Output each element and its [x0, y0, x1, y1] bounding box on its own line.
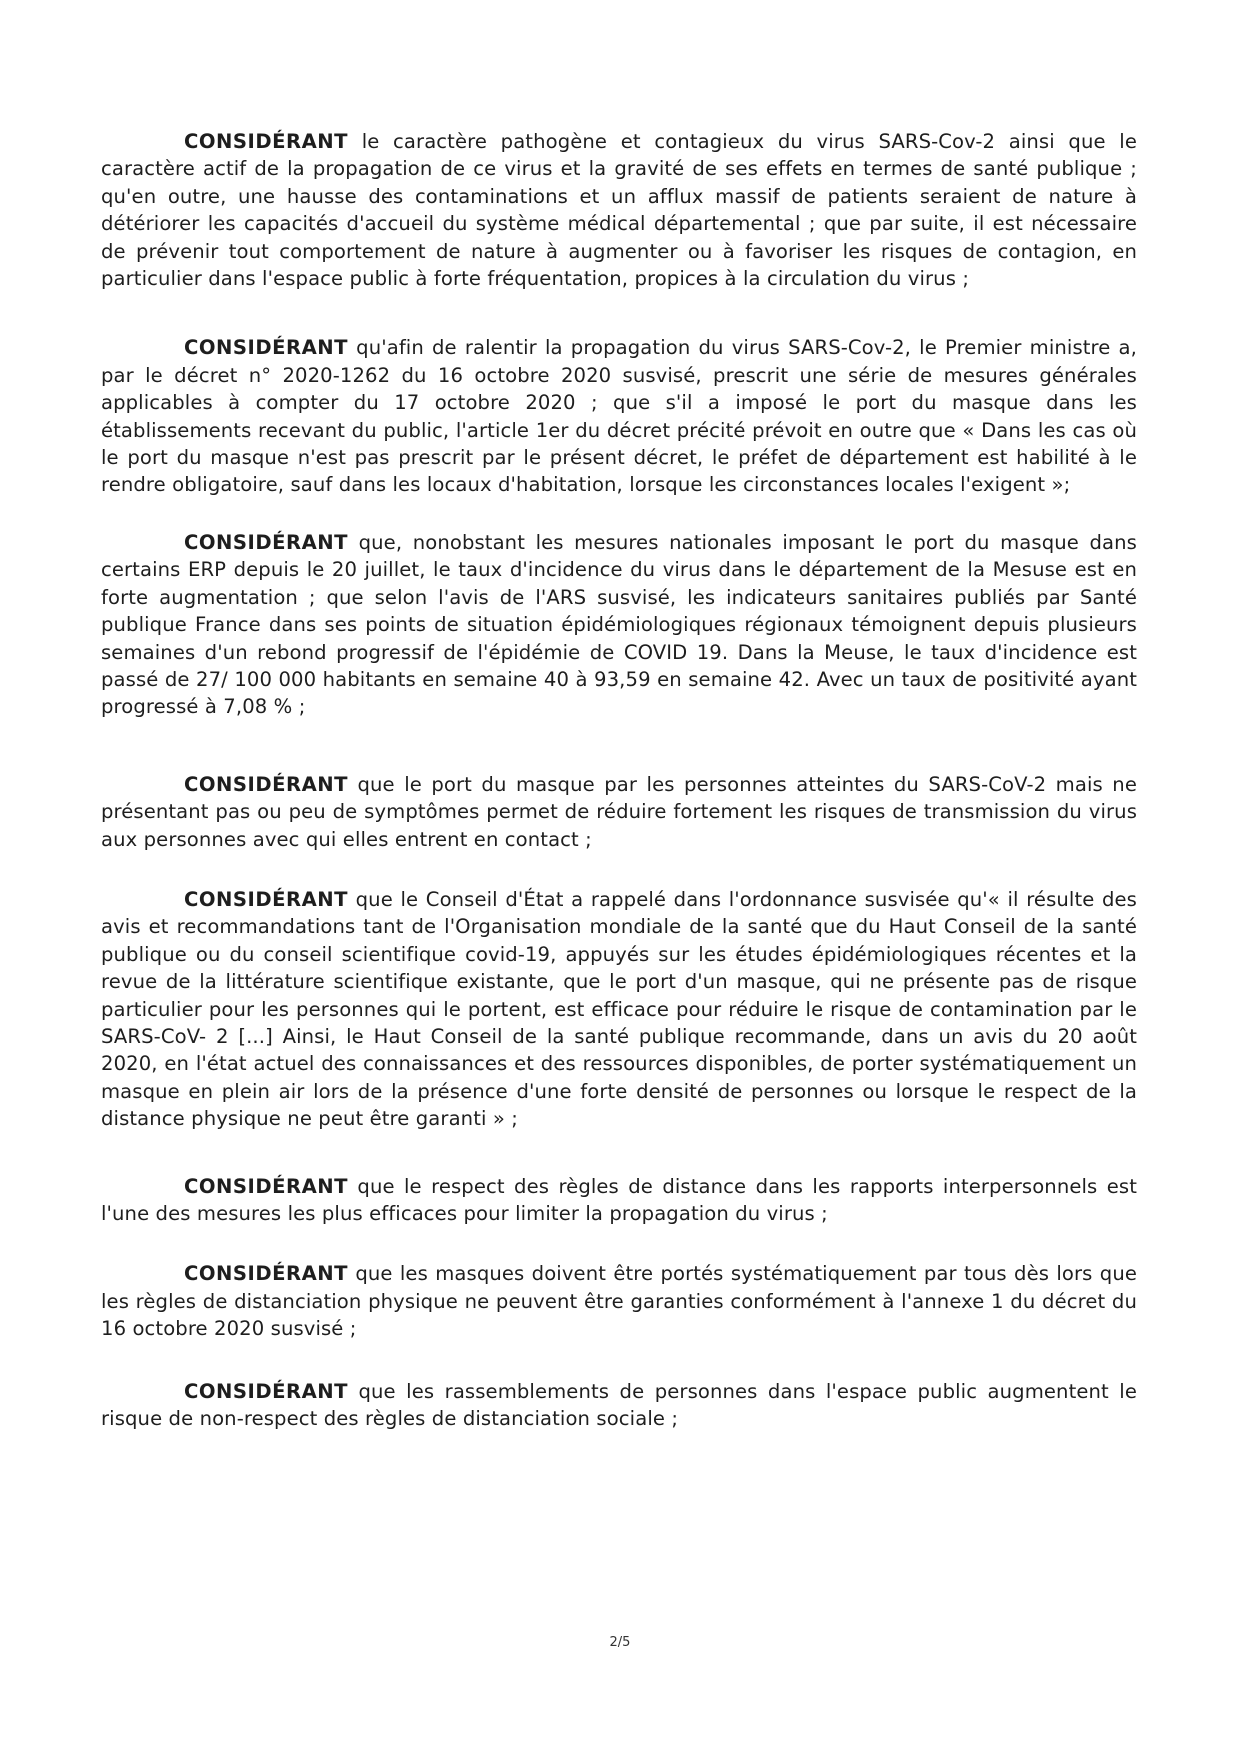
considerant-keyword: CONSIDÉRANT — [184, 772, 349, 796]
considerant-paragraph-8 — [101, 1378, 1137, 1433]
document-body — [101, 128, 1137, 1483]
considerant-paragraph-5 — [101, 886, 1137, 1133]
considerant-paragraph-2 — [101, 334, 1137, 498]
paragraph-text: que le respect des règles de distance dans les rapports interpersonnels est l'une des mesures les plus efficaces pour limiter la propagation du virus ; — [101, 1174, 1137, 1225]
paragraph-text: le caractère pathogène et contagieux du virus SARS-Cov-2 ainsi que le caractère actif de la propagation de ce virus et la gravité de ses effets en termes de santé publique ; qu'en outre, une hausse des contaminations et un afflux massif de patients seraient de nature à détériorer les capacités d'accueil du système médical départemental ; que par suite, il est nécessaire de prévenir tout comportement de nature à augmenter ou à favoriser les risques de contagion, en particulier dans l'espace public à forte fréquentation, propices à la circulation du virus ; — [101, 130, 1137, 291]
page-number: 2/5 — [609, 1635, 631, 1650]
paragraph-text: que les masques doivent être portés systématiquement par tous dès lors que les règles de distanciation physique ne peuvent être garanties conformément à l'annexe 1 du décret du 16 octobre 2020 susvisé ; — [101, 1262, 1137, 1341]
considerant-keyword: CONSIDÉRANT — [184, 530, 349, 554]
paragraph-text: que le Conseil d'État a rappelé dans l'ordonnance susvisée qu'« il résulte des avis et recommandations tant de l'Organisation mondiale de la santé que du Haut Conseil de la santé publique ou du conseil scientifique covid-19, appuyés sur les études épidémiologiques récentes et la revue de la littérature scientifique existante, que le port d'un masque, qui ne présente pas de risque particulier pour les personnes qui le portent, est efficace pour réduire le risque de contamination par le SARS-CoV- 2 [...] Ainsi, le Haut Conseil de la santé publique recommande, dans un avis du 20 août 2020, en l'état actuel des connaissances et des ressources disponibles, de porter systématiquement un masque en plein air lors de la présence d'une forte densité de personnes ou lorsque le respect de la distance physique ne peut être garanti » ; — [101, 887, 1137, 1131]
considerant-keyword: CONSIDÉRANT — [184, 1262, 349, 1286]
paragraph-text: que les rassemblements de personnes dans l'espace public augmentent le risque de non-respect des règles de distanciation sociale ; — [101, 1379, 1137, 1431]
paragraph-text: qu'afin de ralentir la propagation du virus SARS-Cov-2, le Premier ministre a, par le décret n° 2020-1262 du 16 octobre 2020 susvisé, prescrit une série de mesures générales applicables à compter du 17 octobre 2020 ; que s'il a imposé le port du masque dans les établissements recevant du public, l'article 1er du décret précité prévoit en outre que « Dans les cas où le port du masque n'est pas prescrit par le présent décret, le préfet de département est habilité à le rendre obligatoire, sauf dans les locaux d'habitation, lorsque les circonstances locales l'exigent »; — [101, 336, 1137, 497]
considerant-paragraph-4 — [101, 771, 1137, 853]
considerant-keyword: CONSIDÉRANT — [184, 1379, 349, 1403]
considerant-keyword: CONSIDÉRANT — [184, 336, 349, 360]
considerant-keyword: CONSIDÉRANT — [184, 130, 349, 153]
considerant-paragraph-6 — [101, 1173, 1137, 1228]
paragraph-text: que le port du masque par les personnes atteintes du SARS-CoV-2 mais ne présentant pas ou peu de symptômes permet de réduire fortement les risques de transmission du virus aux personnes avec qui elles entrent en contact ; — [101, 772, 1137, 851]
considerant-keyword: CONSIDÉRANT — [184, 887, 349, 911]
considerant-keyword: CONSIDÉRANT — [184, 1174, 349, 1198]
considerant-paragraph-7 — [101, 1260, 1137, 1342]
considerant-paragraph-3 — [101, 529, 1137, 721]
considerant-paragraph-1 — [101, 128, 1137, 292]
paragraph-text: que, nonobstant les mesures nationales imposant le port du masque dans certains ERP depuis le 20 juillet, le taux d'incidence du virus dans le département de la Mesuse est en forte augmentation ; que selon l'avis de l'ARS susvisé, les indicateurs sanitaires publiés par Santé publique France dans ses points de situation épidémiologiques régionaux témoignent depuis plusieurs semaines d'un rebond progressif de l'épidémie de COVID 19. Dans la Meuse, le taux d'incidence est passé de 27/ 100 000 habitants en semaine 40 à 93,59 en semaine 42. Avec un taux de positivité ayant progressé à 7,08 % ; — [101, 530, 1137, 719]
